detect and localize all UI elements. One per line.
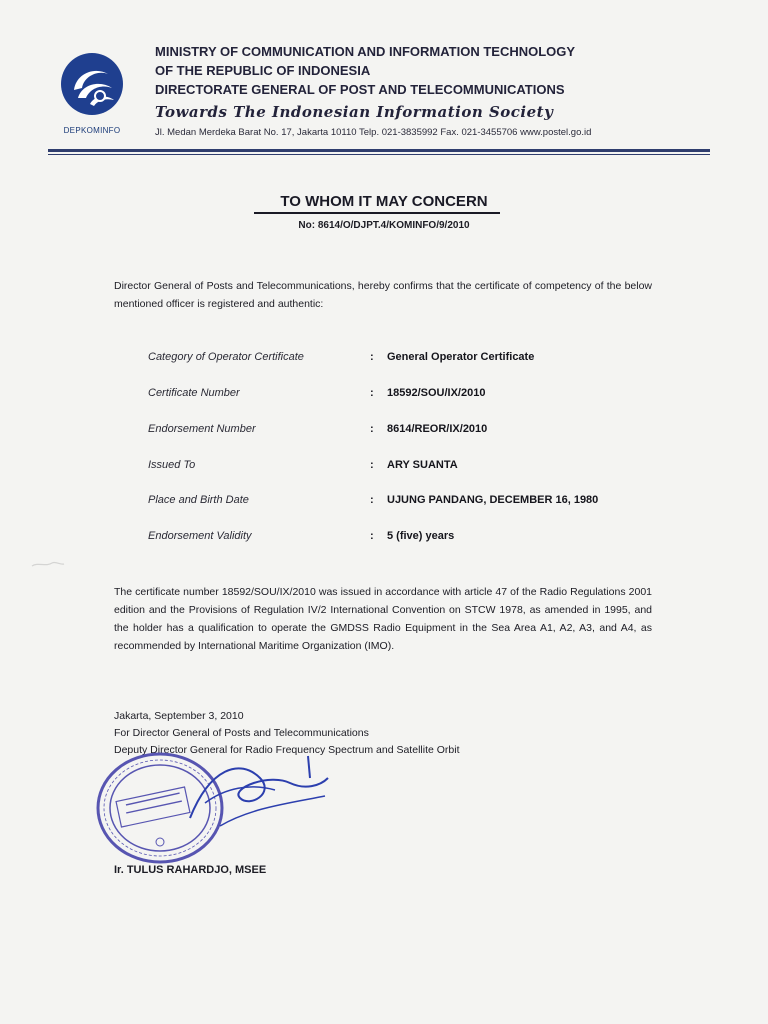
detail-value: 8614/REOR/IX/2010 — [387, 423, 488, 435]
intro-paragraph: Director General of Posts and Telecommunications, hereby confirms that the certificate of competency of the below mentioned officer is registered and authentic: — [114, 280, 652, 310]
detail-row — [148, 494, 668, 512]
detail-separator: : — [370, 387, 374, 399]
detail-label: Place and Birth Date — [148, 494, 249, 506]
motto: Towards The Indonesian Information Society — [155, 103, 554, 121]
detail-value: ARY SUANTA — [387, 459, 458, 471]
ministry-name: MINISTRY OF COMMUNICATION AND INFORMATION TECHNOLOGY — [155, 44, 576, 59]
detail-separator: : — [370, 459, 374, 471]
detail-separator: : — [370, 351, 374, 363]
detail-label: Endorsement Number — [148, 423, 256, 435]
detail-value: 5 (five) years — [387, 530, 455, 542]
deputy-line: Deputy Director General for Radio Frequency Spectrum and Satellite Orbit — [114, 744, 460, 756]
detail-value: General Operator Certificate — [387, 351, 535, 363]
logo-label: DEPKOMINFO — [63, 126, 121, 135]
handwritten-signature-icon — [180, 748, 330, 838]
detail-value: 18592/SOU/IX/2010 — [387, 387, 486, 399]
detail-label: Certificate Number — [148, 387, 240, 399]
address-line: Jl. Medan Merdeka Barat No. 17, Jakarta 10110 Telp. 021-3835992 Fax. 021-3455706 www.postel.go.id — [155, 127, 592, 138]
detail-separator: : — [370, 423, 374, 435]
detail-label: Endorsement Validity — [148, 530, 252, 542]
detail-label: Issued To — [148, 459, 196, 471]
detail-row — [148, 351, 668, 369]
detail-row — [148, 387, 668, 405]
detail-row — [148, 423, 668, 441]
header-rule-thin — [48, 154, 710, 155]
title-underline — [254, 212, 500, 214]
detail-row — [148, 459, 668, 477]
republic-name: OF THE REPUBLIC OF INDONESIA — [155, 63, 371, 78]
depkominfo-logo-icon — [60, 52, 124, 116]
detail-value: UJUNG PANDANG, DECEMBER 16, 1980 — [387, 494, 599, 506]
detail-label: Category of Operator Certificate — [148, 351, 304, 363]
detail-row — [148, 530, 668, 548]
detail-separator: : — [370, 530, 374, 542]
document-number: No: 8614/O/DJPT.4/KOMINFO/9/2010 — [298, 220, 470, 231]
for-line: For Director General of Posts and Telecommunications — [114, 727, 369, 739]
detail-separator: : — [370, 494, 374, 506]
body-paragraph: The certificate number 18592/SOU/IX/2010 was issued in accordance with article 47 of the Radio Regulations 2001 edition and the Provisions of Regulation IV/2 International Convention on STCW 1978, as amended in 1995, and the holder has a qualification to operate the GMDSS Radio Equipment in the Sea Area A1, A2, A3, and A4, as recommended by International Maritime Organization (IMO). — [114, 586, 652, 652]
signer-name: Ir. TULUS RAHARDJO, MSEE — [114, 864, 267, 876]
directorate-name: DIRECTORATE GENERAL OF POST AND TELECOMMUNICATIONS — [155, 82, 565, 97]
scan-smudge — [30, 560, 66, 568]
document-title: TO WHOM IT MAY CONCERN — [280, 193, 488, 210]
place-date: Jakarta, September 3, 2010 — [114, 710, 244, 722]
header-rule-thick — [48, 149, 710, 152]
